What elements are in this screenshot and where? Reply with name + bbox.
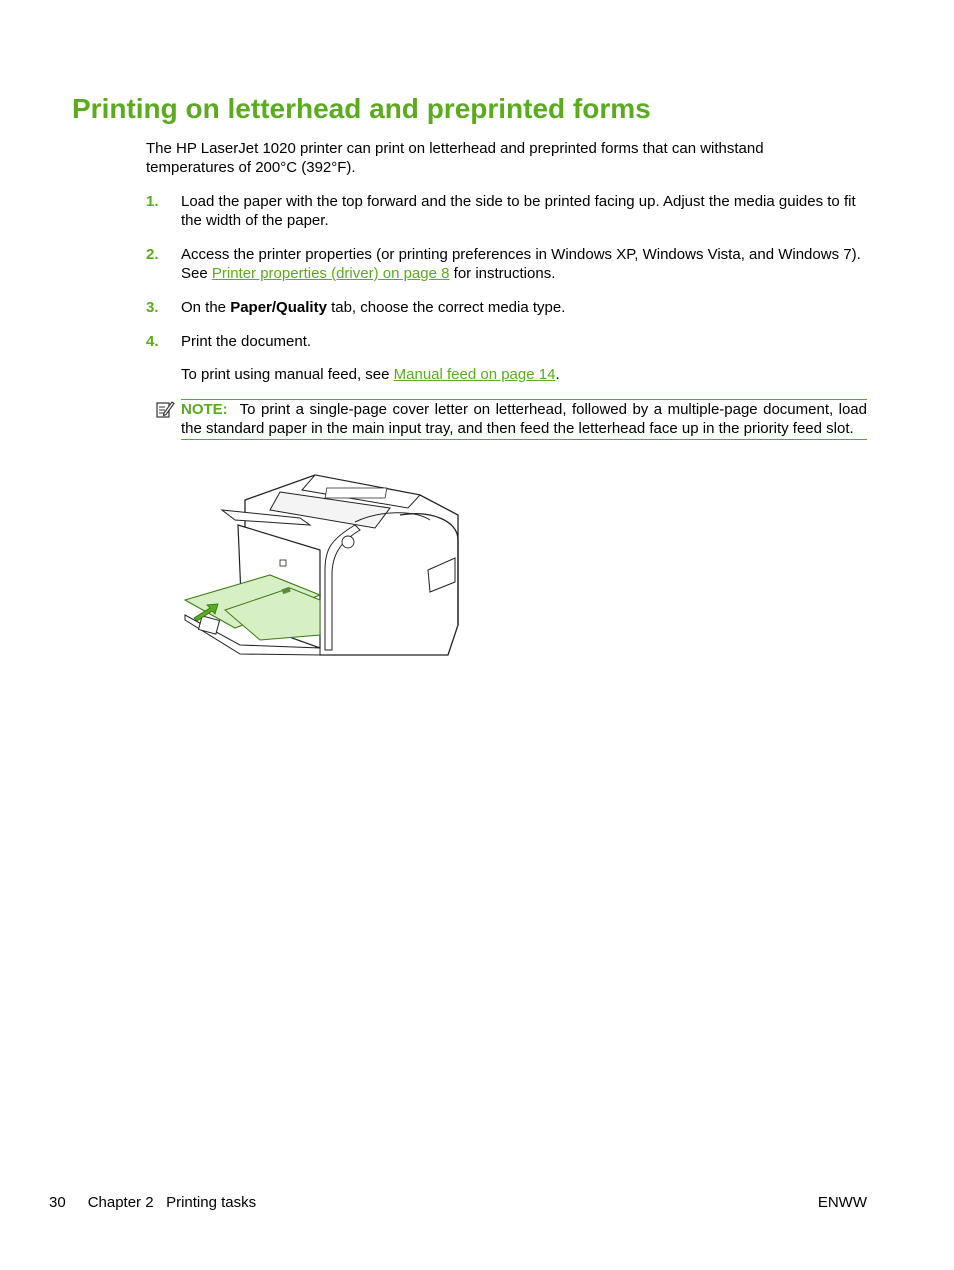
note-box [181,399,867,440]
note-text: To print a single-page cover letter on letterhead, followed by a multiple-page document, load the standard paper in the main input tray, and then feed the letterhead face up in the priority feed slot. [181,401,867,437]
step-text-before: Access the printer properties (or printing preferences in Windows XP, Windows Vista, and Windows 7). See [181,246,861,282]
step-text [181,298,871,317]
step-text-after: tab, choose the correct media type. [326,299,566,316]
manual-feed-text-before: To print using manual feed, see [181,366,394,383]
step-number: 4. [146,333,159,350]
step-1 [146,192,871,230]
footer-page-number: 30 [49,1194,66,1211]
manual-feed-paragraph [181,365,560,384]
footer-chapter: Chapter 2 Printing tasks [87,1194,257,1211]
step-number: 1. [146,193,159,210]
step-text [181,245,871,283]
step-number: 3. [146,299,159,316]
step-3 [146,298,871,317]
note-label: NOTE: [181,401,228,418]
footer-right: ENWW [817,1194,867,1211]
step-4 [146,332,871,351]
page-title: Printing on letterhead and preprinted forms [72,93,651,124]
note-pencil-icon [155,399,175,419]
manual-feed-link[interactable]: Manual feed on page 14 [393,366,556,383]
printer-properties-link[interactable]: Printer properties (driver) on page 8 [211,265,450,282]
step-text: Print the document. [181,333,312,350]
intro-paragraph: The HP LaserJet 1020 printer can print on letterhead and preprinted forms that can withstand temperatures of 200°C (392°F). [146,140,764,176]
step-2 [146,245,871,283]
printer-priority-feed-illustration [180,470,465,665]
step-number: 2. [146,246,159,263]
step-text-bold: Paper/Quality [230,299,327,316]
step-text-after: for instructions. [449,265,556,282]
step-text: Load the paper with the top forward and the side to be printed facing up. Adjust the media guides to fit the width of the paper. [181,193,856,229]
footer-left [49,1193,256,1212]
step-text-before: On the [181,299,231,316]
manual-feed-text-after: . [555,366,560,383]
